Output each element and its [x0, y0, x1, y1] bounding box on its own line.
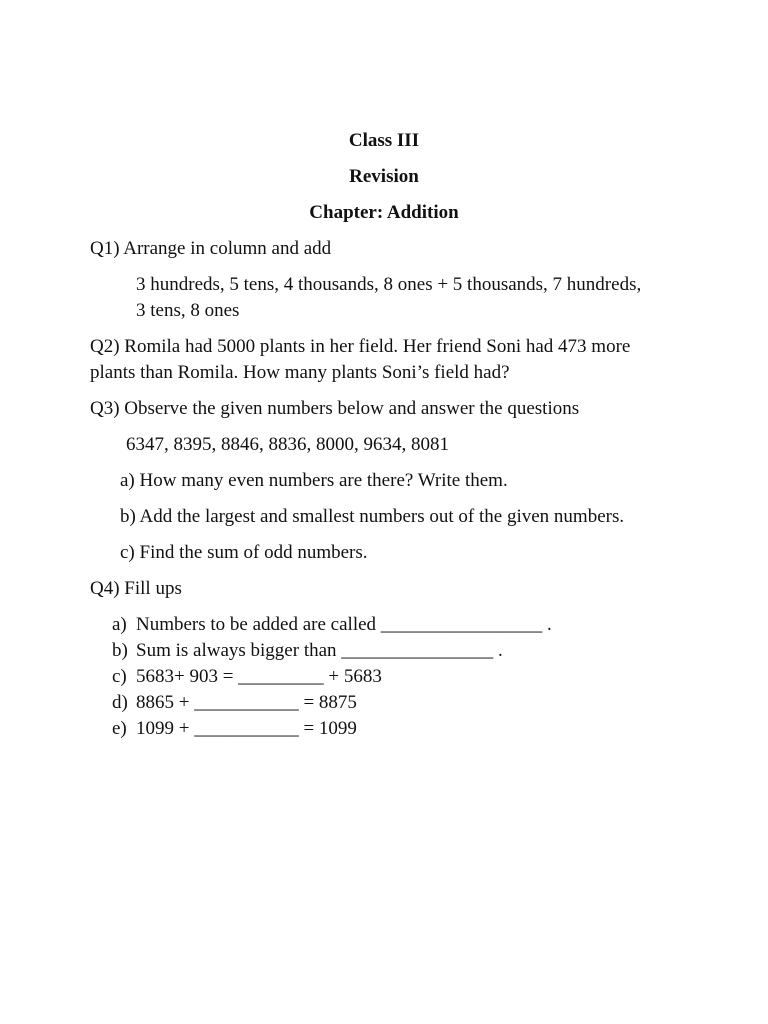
q3-part-c: c) Find the sum of odd numbers.: [120, 542, 368, 563]
q4-item-d-text: 8865 + ___________ = 8875: [136, 692, 357, 713]
q2-line-2: plants than Romila. How many plants Soni’s field had?: [90, 362, 510, 383]
q2-line-1: Q2) Romila had 5000 plants in her field. Her friend Soni had 473 more: [90, 336, 631, 357]
q4-item-e-text: 1099 + ___________ = 1099: [136, 718, 357, 739]
q3-question: Q3) Observe the given numbers below and answer the questions: [90, 398, 580, 419]
q4-item-a-text: Numbers to be added are called _________________ .: [136, 614, 552, 635]
q3-number-list: 6347, 8395, 8846, 8836, 8000, 9634, 8081: [126, 434, 449, 455]
q3-part-a: a) How many even numbers are there? Write them.: [120, 470, 508, 491]
q4-question: Q4) Fill ups: [90, 578, 182, 599]
q4-item-b-text: Sum is always bigger than ________________ .: [136, 640, 503, 661]
revision-title: Revision: [349, 166, 419, 187]
q1-line-1: 3 hundreds, 5 tens, 4 thousands, 8 ones + 5 thousands, 7 hundreds,: [136, 274, 642, 295]
q4-item-b-marker: b): [112, 640, 128, 661]
q4-item-c-marker: c): [112, 666, 127, 687]
q3-part-b: b) Add the largest and smallest numbers out of the given numbers.: [120, 506, 625, 527]
class-title: Class III: [348, 130, 420, 151]
q1-question: Q1) Arrange in column and add: [90, 238, 332, 259]
q1-line-2: 3 tens, 8 ones: [136, 300, 240, 321]
q4-item-a-marker: a): [112, 614, 127, 635]
q4-item-c-text: 5683+ 903 = _________ + 5683: [136, 666, 382, 687]
chapter-title: Chapter: Addition: [309, 202, 459, 223]
q4-item-d-marker: d): [112, 692, 128, 713]
q4-item-e-marker: e): [112, 718, 127, 739]
